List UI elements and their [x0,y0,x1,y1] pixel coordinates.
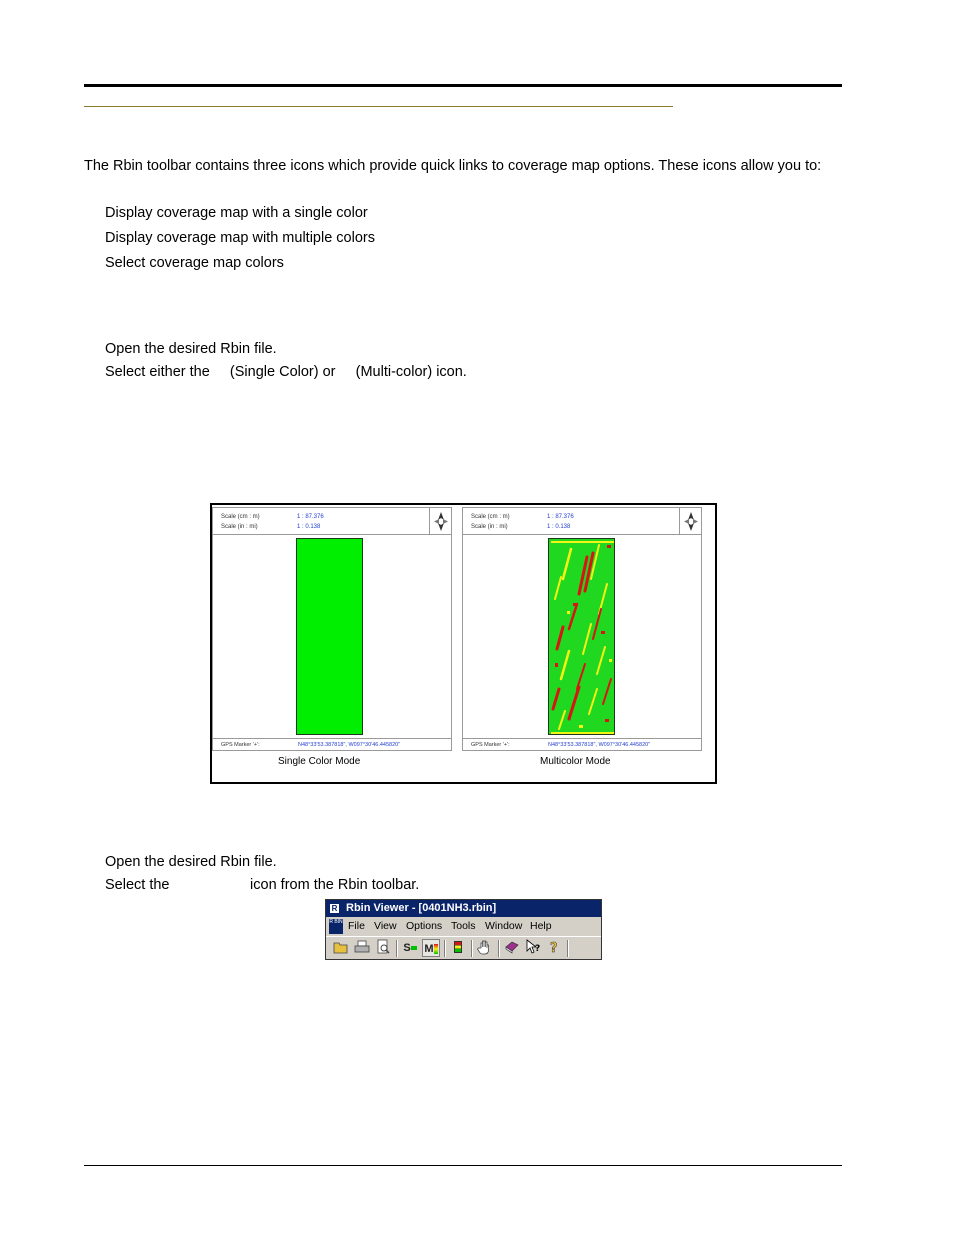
multi-color-glyph: M [424,943,434,955]
window-title: Rbin Viewer - [0401NH3.rbin] [346,902,497,914]
toolbar-separator [567,940,569,957]
window-titlebar [326,900,601,917]
toolbar-separator [444,940,446,957]
menu-help[interactable]: Help [530,920,552,932]
step-item: Open the desired Rbin file. [105,341,277,357]
gps-label: GPS Marker '+': [221,742,260,748]
scale-in-label: Scale (in : mi) [221,524,258,530]
single-color-coverage-map [296,538,363,735]
north-arrow-icon [429,508,451,535]
scale-header [463,508,701,535]
section-rule [84,106,673,107]
menu-file[interactable]: File [348,920,365,932]
rbin-document-icon: R BIN [329,919,343,934]
help-icon[interactable] [545,939,563,957]
multi-swatch [434,944,438,954]
menu-window[interactable]: Window [485,920,523,932]
single-color-pane [212,507,452,751]
single-color-icon[interactable] [401,939,419,957]
print-icon[interactable] [353,939,371,957]
menu-view[interactable]: View [374,920,397,932]
open-icon[interactable] [332,939,350,957]
gps-label: GPS Marker '+': [471,742,510,748]
option-item: Display coverage map with multiple colors [105,230,375,246]
print-preview-icon[interactable] [374,939,392,957]
context-help-icon[interactable] [524,939,542,957]
step-item: Select either the (Single Color) or (Multi-color) icon. [105,364,467,380]
rbin-viewer-window [325,899,602,960]
green-swatch [411,946,417,950]
toolbar-separator [471,940,473,957]
gps-marker-bar [463,738,701,750]
single-color-caption: Single Color Mode [278,756,361,767]
color-select-icon[interactable] [449,939,467,957]
multicolor-pane [462,507,702,751]
toolbar-separator [396,940,398,957]
step-item: Select the icon from the Rbin toolbar. [105,877,420,893]
multicolor-coverage-map [548,538,615,735]
menu-options[interactable]: Options [406,920,443,932]
svg-text:?: ? [550,941,558,955]
north-arrow-icon [679,508,701,535]
menu-tools[interactable]: Tools [451,920,476,932]
scale-cm-value: 1 : 87.376 [547,514,574,520]
intro-paragraph: The Rbin toolbar contains three icons which provide quick links to coverage map options. These icons allow you to: [84,158,822,174]
scale-header [213,508,451,535]
gps-value: N48°33'53.387818", W097°30'46.445820" [548,742,651,748]
single-color-glyph: S [403,942,411,954]
multi-color-icon[interactable] [422,939,440,957]
footer-rule [84,1165,842,1166]
rbin-toolbar [326,936,601,960]
scale-in-value: 1 : 0.138 [547,524,571,530]
pan-hand-icon[interactable] [476,939,494,957]
step-item: Open the desired Rbin file. [105,854,277,870]
svg-text:?: ? [535,944,541,954]
scale-cm-label: Scale (cm : m) [471,514,510,520]
toolbar-separator [498,940,500,957]
header-rule [84,84,842,87]
scale-cm-value: 1 : 87.376 [297,514,324,520]
book-icon[interactable] [503,939,521,957]
scale-cm-label: Scale (cm : m) [221,514,260,520]
option-item: Select coverage map colors [105,255,284,271]
coverage-mode-figure [210,503,717,784]
multicolor-caption: Multicolor Mode [540,756,611,767]
gps-value: N48°33'53.387818", W097°30'46.445820" [298,742,401,748]
gps-marker-bar [213,738,451,750]
menu-bar [326,917,601,936]
scale-in-value: 1 : 0.138 [297,524,321,530]
option-item: Display coverage map with a single color [105,205,368,221]
rbin-app-icon: R [329,903,340,914]
scale-in-label: Scale (in : mi) [471,524,508,530]
